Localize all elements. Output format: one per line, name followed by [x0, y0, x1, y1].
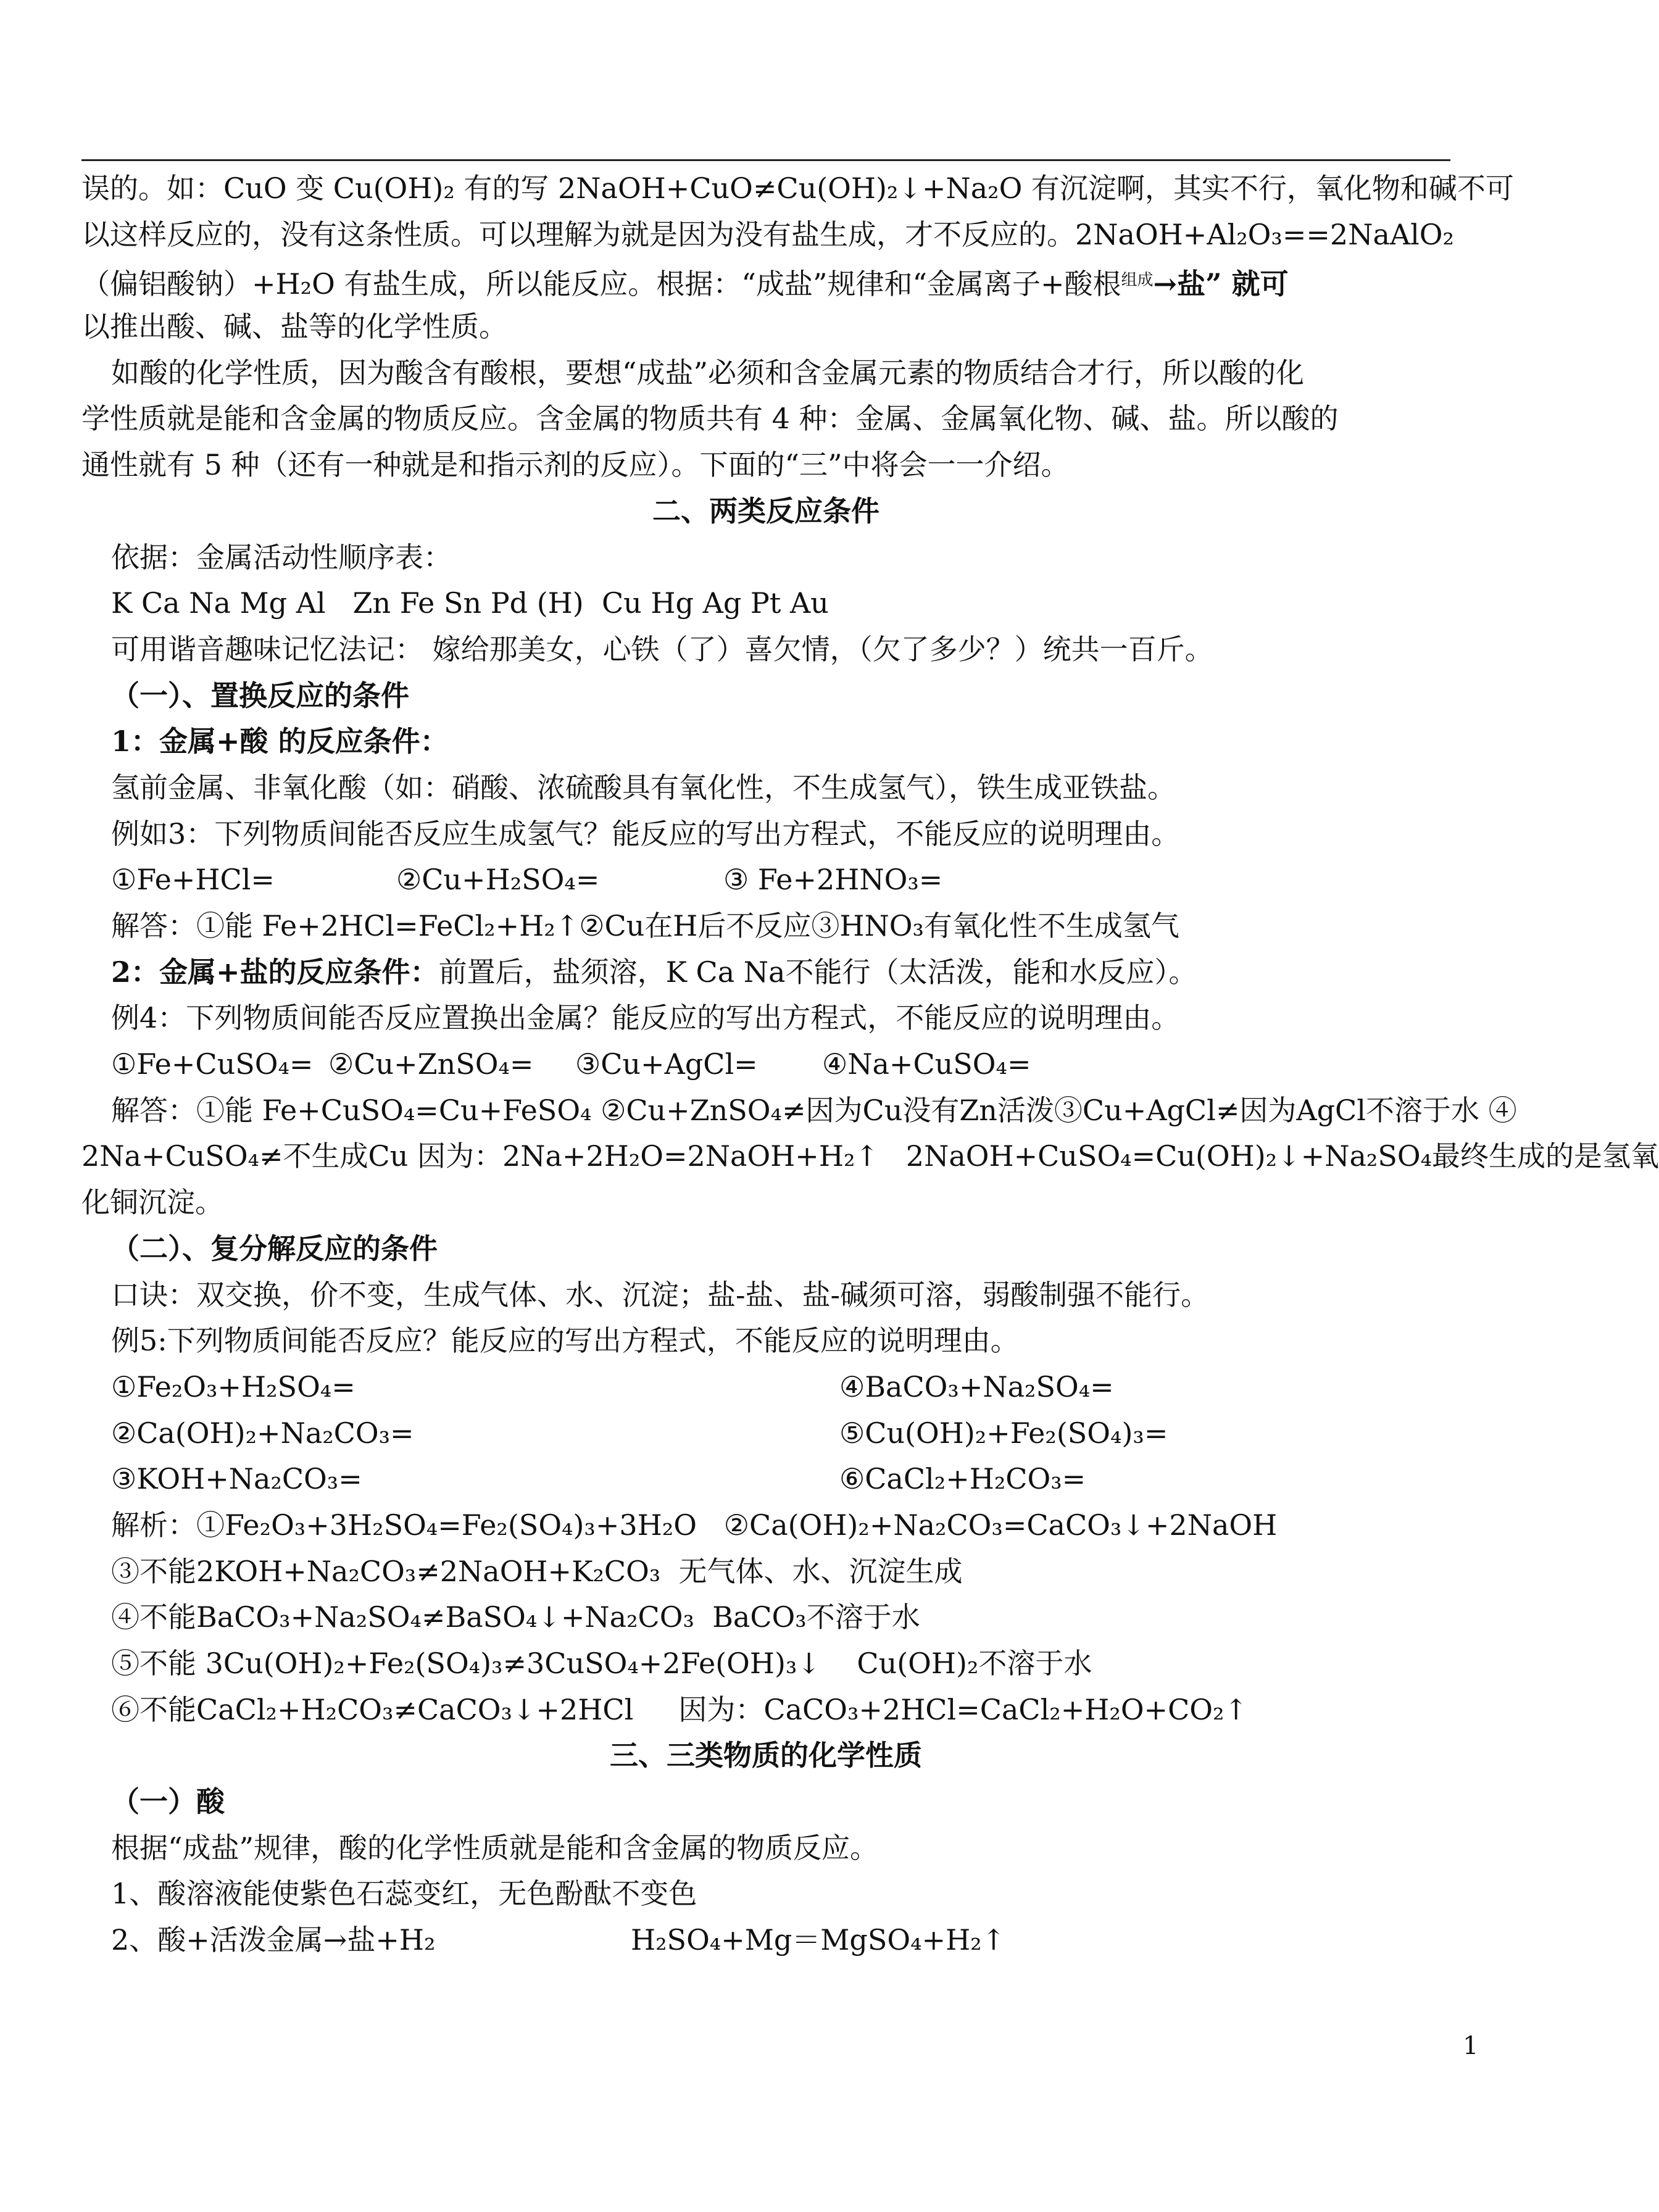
text-span: （偏铝酸钠）+H₂O 有盐生成，所以能反应。根据：“成盐”规律和“金属离子+酸根	[81, 267, 1121, 301]
exercise-row	[81, 1917, 1450, 1963]
text-line: ⑥不能CaCl₂+H₂CO₃≠CaCO₃↓+2HCl 因为：CaCO₃+2HCl=CaCl₂+H₂O+CO₂↑	[111, 1692, 1248, 1726]
text-span: 2、酸+活泼金属→盐+H₂	[111, 1923, 436, 1957]
text-line: 2Na+CuSO₄≠不生成Cu 因为：2Na+2H₂O=2NaOH+H₂↑ 2NaOH+CuSO₄=Cu(OH)₂↓+Na₂SO₄最终生成的是氢氧	[81, 1139, 1659, 1173]
subsection-heading: （一）酸	[111, 1785, 225, 1819]
text-line: 如酸的化学性质，因为酸含有酸根，要想“成盐”必须和含金属元素的物质结合才行，所以酸的化	[111, 356, 1305, 389]
exercise-item: ②Ca(OH)₂+Na₂CO₃=	[111, 1416, 414, 1450]
exercise-item: ⑤Cu(OH)₂+Fe₂(SO₄)₃=	[839, 1416, 1168, 1450]
text-line: 解析：①Fe₂O₃+3H₂SO₄=Fe₂(SO₄)₃+3H₂O ②Ca(OH)₂+Na₂CO₃=CaCO₃↓+2NaOH	[111, 1508, 1278, 1542]
exercise-row	[81, 1364, 1450, 1410]
section-heading: 二、两类反应条件	[652, 494, 879, 528]
text-line: 1、酸溶液能使紫色石蕊变红，无色酚酞不变色	[111, 1877, 697, 1911]
text-line: 解答：①能 Fe+2HCl=FeCl₂+H₂↑②Cu在H后不反应③HNO₃有氧化性不生成氢气	[111, 909, 1179, 942]
exercise-row	[81, 1410, 1450, 1457]
text-line: 学性质就是能和含金属的物质反应。含金属的物质共有 4 种：金属、金属氧化物、碱、盐。所以酸的	[81, 402, 1339, 436]
text-line: 例5:下列物质间能否反应？能反应的写出方程式，不能反应的说明理由。	[111, 1324, 1019, 1358]
equation: H₂SO₄+Mg＝MgSO₄+H₂↑	[631, 1923, 1006, 1957]
text-line: ④不能BaCO₃+Na₂SO₄≠BaSO₄↓+Na₂CO₃ BaCO₃不溶于水	[111, 1600, 920, 1634]
text-line: 通性就有 5 种（还有一种就是和指示剂的反应）。下面的“三”中将会一一介绍。	[81, 448, 1070, 482]
exercise-item: ③Cu+AgCl=	[575, 1047, 758, 1081]
subsection-heading: （二）、复分解反应的条件	[111, 1231, 438, 1265]
exercise-row	[81, 857, 1450, 903]
subsection-heading: （一）、置换反应的条件	[111, 678, 409, 712]
exercise-row	[81, 1041, 1450, 1087]
exercise-item: ④BaCO₃+Na₂SO₄=	[839, 1370, 1114, 1403]
text-span: 前置后，盐须溶，K Ca Na不能行（太活泼，能和水反应）。	[438, 955, 1197, 989]
text-line: 依据：金属活动性顺序表：	[111, 540, 452, 574]
page-number: 1	[1463, 2032, 1479, 2060]
section-heading: 三、三类物质的化学性质	[610, 1739, 922, 1773]
exercise-item: ①Fe₂O₃+H₂SO₄=	[111, 1370, 356, 1403]
exercise-item: ①Fe+CuSO₄=	[111, 1047, 314, 1081]
text-line: 以推出酸、碱、盐等的化学性质。	[81, 310, 507, 344]
exercise-item: ③ Fe+2HNO₃=	[723, 863, 943, 897]
exercise-item: ③KOH+Na₂CO₃=	[111, 1462, 362, 1496]
subsection-heading: 1：金属+酸 的反应条件：	[111, 725, 449, 759]
annotation-small: 组成	[1121, 271, 1154, 290]
text-line: 可用谐音趣味记忆法记： 嫁给那美女，心铁（了）喜欠情，（欠了多少？）统共一百斤。	[111, 632, 1213, 666]
text-span: 2：金属+盐的反应条件：	[111, 955, 439, 989]
page-content	[81, 165, 1659, 1963]
header-rule	[81, 159, 1450, 161]
text-line: 例4：下列物质间能否反应置换出金属？能反应的写出方程式，不能反应的说明理由。	[111, 1001, 1180, 1035]
text-line: 误的。如：CuO 变 Cu(OH)₂ 有的写 2NaOH+CuO≠Cu(OH)₂↓+Na₂O 有沉淀啊，其实不行，氧化物和碱不可	[81, 172, 1514, 205]
metal-activity-series: K Ca Na Mg Al Zn Fe Sn Pd (H) Cu Hg Ag Pt Au	[111, 586, 829, 620]
text-line: 氢前金属、非氧化酸（如：硝酸、浓硫酸具有氧化性，不生成氢气），铁生成亚铁盐。	[111, 770, 1176, 804]
text-line: 以这样反应的，没有这条性质。可以理解为就是因为没有盐生成，才不反应的。2NaOH+Al₂O₃==2NaAlO₂	[81, 217, 1454, 251]
exercise-item: ⑥CaCl₂+H₂CO₃=	[839, 1462, 1086, 1496]
text-line: 例如3：下列物质间能否反应生成氢气？能反应的写出方程式，不能反应的说明理由。	[111, 817, 1180, 850]
text-span: →盐” 就可	[1153, 267, 1289, 301]
exercise-item: ④Na+CuSO₄=	[822, 1047, 1031, 1081]
text-line: 根据“成盐”规律，酸的化学性质就是能和含金属的物质反应。	[111, 1831, 879, 1865]
text-line	[81, 257, 1450, 304]
exercise-item: ②Cu+ZnSO₄=	[328, 1047, 534, 1081]
text-line: 解答：①能 Fe+CuSO₄=Cu+FeSO₄ ②Cu+ZnSO₄≠因为Cu没有Zn活泼③Cu+AgCl≠因为AgCl不溶于水 ④	[111, 1093, 1517, 1127]
exercise-row	[81, 1456, 1450, 1502]
text-line: ③不能2KOH+Na₂CO₃≠2NaOH+K₂CO₃ 无气体、水、沉淀生成	[111, 1554, 963, 1588]
text-line: ⑤不能 3Cu(OH)₂+Fe₂(SO₄)₃≠3CuSO₄+2Fe(OH)₃↓ Cu(OH)₂不溶于水	[111, 1647, 1092, 1680]
text-line	[81, 949, 1450, 996]
text-line: 化铜沉淀。	[81, 1186, 223, 1220]
exercise-item: ②Cu+H₂SO₄=	[396, 863, 600, 897]
exercise-item: ①Fe+HCl=	[111, 863, 275, 897]
text-line: 口诀：双交换，价不变，生成气体、水、沉淀；盐-盐、盐-碱须可溶，弱酸制强不能行。	[111, 1278, 1210, 1312]
